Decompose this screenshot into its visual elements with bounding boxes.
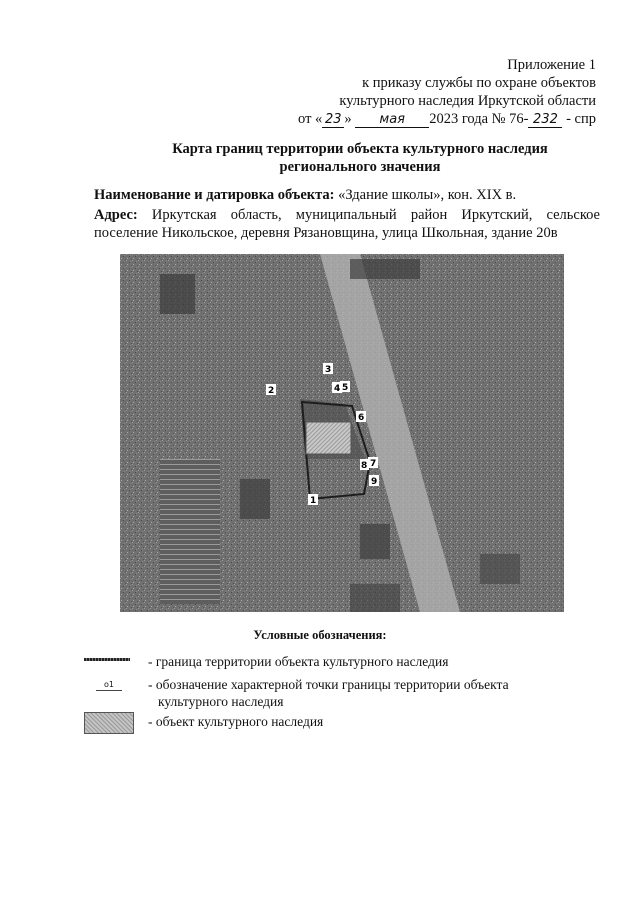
legend-object: - объект культурного наследия	[148, 714, 324, 729]
point-2-label: 2	[268, 386, 275, 396]
handwritten-order-number: 232	[528, 113, 562, 128]
order-ref-line: к приказу службы по охране объектов	[362, 75, 596, 91]
handwritten-month: мая	[355, 113, 429, 128]
point-symbol: о1	[104, 680, 114, 689]
object-name: Наименование и датировка объекта: «Здание школы», кон. XIX в.	[94, 187, 517, 203]
point-1-label: 1	[310, 496, 317, 506]
satellite-map	[120, 254, 564, 612]
legend-boundary: - граница территории объекта культурного наследия	[148, 654, 449, 669]
legend-point: - обозначение характерной точки границы территории объекта культурного наследия	[148, 677, 509, 709]
map-field	[160, 459, 220, 604]
legend-title: Условные обозначения:	[253, 628, 387, 642]
object-address: Адрес: Иркутская область, муниципальный район Иркутский, сельское поселение Никольское, деревня Рязановщина, улица Школьная, здание 20в	[94, 207, 600, 241]
point-7-label: 7	[370, 459, 377, 469]
boundary-line-symbol	[84, 658, 130, 661]
heritage-object	[306, 422, 351, 454]
order-date-line: от « 23 » мая 2023 года № 76- 232 - спр	[298, 111, 596, 127]
point-6-label: 6	[358, 413, 365, 423]
page-title: Карта границ территории объекта культурного наследия регионального значения	[172, 141, 548, 175]
handwritten-day: 23	[322, 113, 344, 128]
appendix-label: Приложение 1	[507, 57, 596, 73]
point-8-label: 8	[361, 461, 368, 471]
heritage-object-symbol	[84, 712, 134, 734]
point-3-label: 3	[325, 365, 332, 375]
document-header	[298, 56, 596, 128]
point-symbol-underline	[96, 690, 122, 691]
order-ref-line: культурного наследия Иркутской области	[339, 93, 596, 109]
point-5-label: 5	[342, 383, 349, 393]
point-9-label: 9	[371, 477, 378, 487]
point-4-label: 4	[334, 384, 341, 394]
